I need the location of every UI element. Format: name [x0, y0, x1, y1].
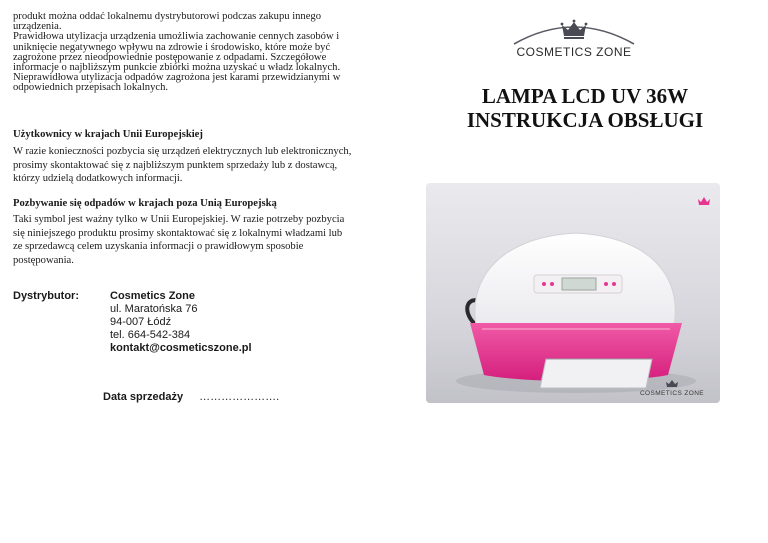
non-eu-line: postępowania. [13, 254, 74, 266]
distributor-street: ul. Maratońska 76 [110, 303, 198, 315]
photo-watermark-logo [632, 380, 712, 397]
distributor-email: kontakt@cosmeticszone.pl [110, 342, 252, 354]
crown-icon [561, 20, 588, 39]
eu-users-paragraph [13, 145, 388, 186]
non-eu-disposal-paragraph [13, 213, 381, 267]
small-crown-icon [698, 197, 710, 206]
eu-users-heading: Użytkownicy w krajach Unii Europejskiej [13, 129, 203, 140]
distributor-details [110, 290, 310, 355]
non-eu-line: się niniejszego produktu prosimy skontaktować się z lokalnymi władzami lub [13, 227, 343, 239]
intro-line: odpowiednich przepisach lokalnych. [13, 82, 169, 94]
sale-date-row [103, 391, 279, 403]
eu-line: którzy udzielą dodatkowych informacji. [13, 173, 183, 184]
title-line-manual: INSTRUKCJA OBSŁUGI [466, 108, 704, 132]
intro-line: Nieprawidłowa utylizacja odpadów zagrożona jest karami przewidzianymi w [13, 72, 341, 84]
distributor-city: 94-007 Łódź [110, 316, 172, 328]
distributor-phone: tel. 664-542-384 [110, 329, 191, 341]
non-eu-line: Taki symbol jest ważny tylko w Unii Europejskiej. W razie potrzeby pozbycia [13, 214, 345, 225]
logo-wordmark: COSMETICS ZONE [516, 45, 632, 59]
right-column [400, 0, 768, 543]
intro-line: uniknięcie negatywnego wpływu na zdrowie i środowisko, które może być [13, 41, 331, 53]
title-line-product: LAMPA LCD UV 36W [481, 84, 689, 108]
document-title [430, 84, 740, 132]
distributor-name: Cosmetics Zone [110, 290, 195, 302]
watermark-crown-icon [664, 380, 680, 388]
sale-date-label: Data sprzedaży [103, 391, 184, 403]
logo-arc-crown-graphic [502, 14, 646, 46]
cosmetics-zone-logo [502, 14, 646, 60]
photo-watermark-text: COSMETICS ZONE [639, 390, 705, 397]
uv-lamp-illustration [426, 183, 720, 403]
disposal-intro-paragraph [13, 12, 373, 94]
intro-line: zagrożone przez nieodpowiednie postępowanie z odpadami. Szczegółowe [13, 51, 327, 63]
eu-line: W razie konieczności pozbycia się urządzeń elektrycznych lub elektronicznych, [13, 146, 352, 157]
sale-date-field: …………………. [199, 391, 280, 403]
product-photo [426, 183, 720, 403]
intro-line: urządzenia. [13, 21, 62, 33]
intro-line: informacje o najbliższym punkcie zbiórki można uzyskać u władz lokalnych. [13, 62, 341, 74]
intro-line: produkt można oddać lokalnemu dystrybutorowi podczas zakupu innego [13, 11, 322, 22]
intro-line: Prawidłowa utylizacja urządzenia umożliwia zachowanie cennych zasobów i [13, 31, 340, 43]
eu-line: prosimy skontaktować się z najbliższym punktem sprzedaży lub z dostawcą, [13, 159, 338, 171]
non-eu-line: ze sprzedawcą celem uzyskania informacji o prawidłowym sposobie [13, 241, 304, 252]
non-eu-disposal-heading: Pozbywanie się odpadów w krajach poza Unią Europejską [13, 198, 277, 209]
distributor-label: Dystrybutor: [13, 290, 80, 302]
